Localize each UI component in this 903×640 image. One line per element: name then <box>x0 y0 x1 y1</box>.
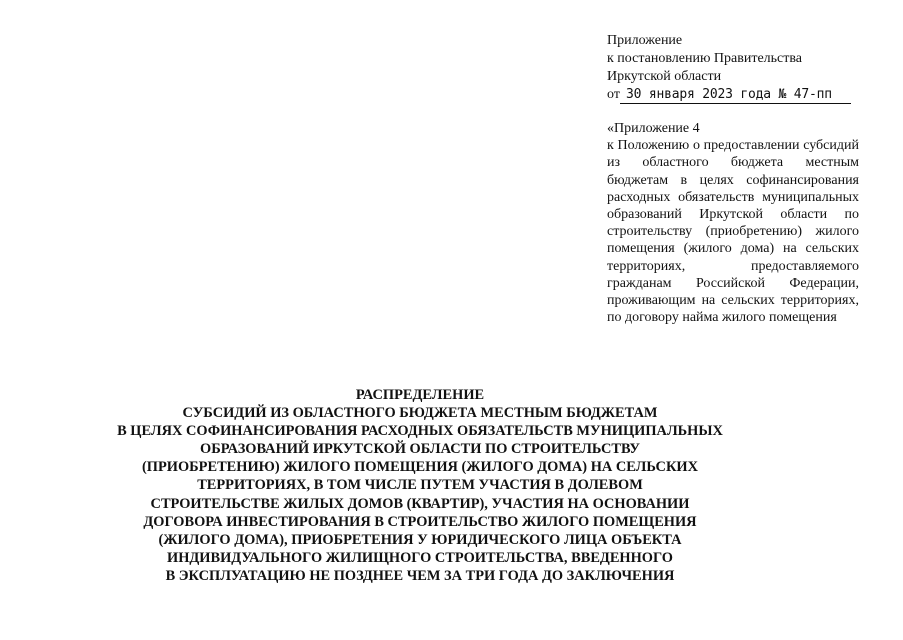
date-prefix: от <box>607 87 620 102</box>
title-line-2: СУБСИДИЙ ИЗ ОБЛАСТНОГО БЮДЖЕТА МЕСТНЫМ БЮДЖЕТАМ <box>182 405 658 422</box>
document-title <box>40 386 800 585</box>
title-line-5: (ПРИОБРЕТЕНИЮ) ЖИЛОГО ПОМЕЩЕНИЯ (ЖИЛОГО ДОМА) НА СЕЛЬСКИХ <box>142 459 698 476</box>
title-line-6: ТЕРРИТОРИЯХ, В ТОМ ЧИСЛЕ ПУТЕМ УЧАСТИЯ В ДОЛЕВОМ <box>197 477 643 494</box>
title-line-9: (ЖИЛОГО ДОМА), ПРИОБРЕТЕНИЯ У ЮРИДИЧЕСКОГО ЛИЦА ОБЪЕКТА <box>158 531 682 548</box>
appendix-4-header <box>607 120 859 326</box>
title-line-8: ДОГОВОРА ИНВЕСТИРОВАНИЯ В СТРОИТЕЛЬСТВО ЖИЛОГО ПОМЕЩЕНИЯ <box>143 513 697 530</box>
date-field: 30 января 2023 года № 47-пп <box>620 87 851 104</box>
resolution-header <box>607 32 867 104</box>
title-line-3: В ЦЕЛЯХ СОФИНАНСИРОВАНИЯ РАСХОДНЫХ ОБЯЗАТЕЛЬСТВ МУНИЦИПАЛЬНЫХ <box>117 423 723 440</box>
header-line-appendix: Приложение <box>607 33 683 48</box>
header-date-line <box>607 86 867 104</box>
title-line-7: СТРОИТЕЛЬСТВЕ ЖИЛЫХ ДОМОВ (КВАРТИР), УЧАСТИЯ НА ОСНОВАНИИ <box>150 495 690 512</box>
header-line-region: Иркутской области <box>607 69 722 84</box>
title-line-1: РАСПРЕДЕЛЕНИЕ <box>355 387 485 403</box>
title-line-4: ОБРАЗОВАНИЙ ИРКУТСКОЙ ОБЛАСТИ ПО СТРОИТЕЛЬСТВУ <box>200 441 640 458</box>
header-line-resolution: к постановлению Правительства <box>607 51 803 66</box>
title-line-11: В ЭКСПЛУАТАЦИЮ НЕ ПОЗДНЕЕ ЧЕМ ЗА ТРИ ГОДА ДО ЗАКЛЮЧЕНИЯ <box>165 567 675 584</box>
appendix-number: «Приложение 4 <box>607 121 700 136</box>
title-line-10: ИНДИВИДУАЛЬНОГО ЖИЛИЩНОГО СТРОИТЕЛЬСТВА, ВВЕДЕННОГО <box>167 549 673 566</box>
appendix-description: к Положению о предоставлении субсидий из областного бюджета местным бюджетам в целях софинансирования расходных обязательств муниципальных образований Иркутской области по строительству (приобретению) жилого помещения (жилого дома) на сельских территориях, предоставляемого гражданам Российской Федерации, проживающим на сельских территориях, по договору найма жилого помещения <box>607 138 859 326</box>
